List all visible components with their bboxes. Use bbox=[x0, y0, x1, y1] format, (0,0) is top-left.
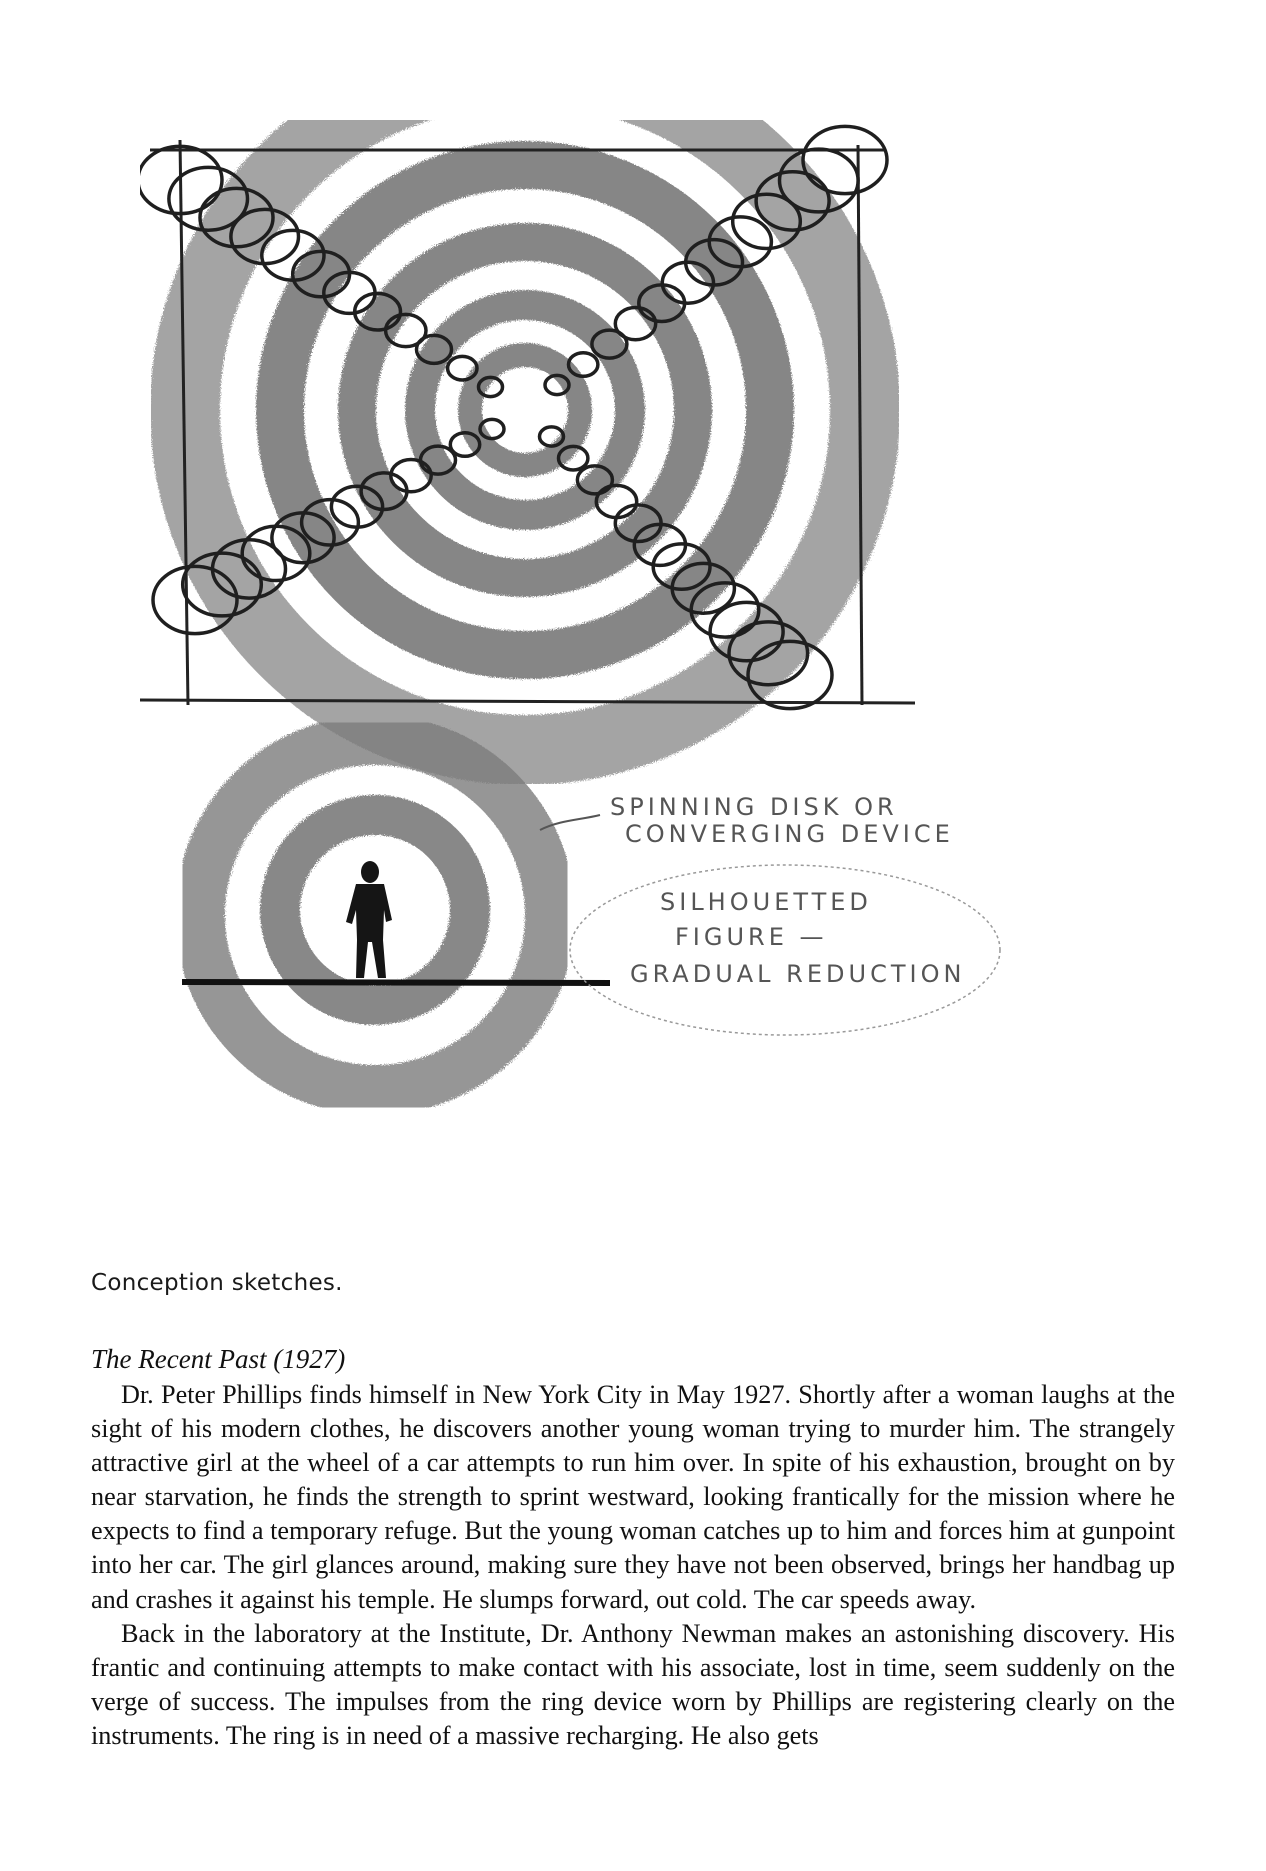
paragraph-1: Dr. Peter Phillips finds himself in New York City in May 1927. Shortly after a woman laughs at the sight of his modern clothes, he discovers another young woman trying to murder him. The strangely attractive girl at the wheel of a car attempts to run him over. In spite of his exhaustion, brought on by near starvation, he finds the strength to sprint westward, looking frantically for the mission where he expects to find a temporary refuge. But the young woman catches up to him and forces him at gunpoint into her car. The girl glances around, making sure they have not been observed, brings her handbag up and crashes it against his temple. He slumps forward, out cold. The car speeds away. bbox=[91, 1380, 1175, 1614]
note-silhouette-line1: SILHOUETTED bbox=[660, 888, 872, 916]
silhouetted-figure bbox=[346, 861, 392, 978]
figure-caption: Conception sketches. bbox=[91, 1270, 343, 1296]
body-text bbox=[91, 1378, 1175, 1753]
paragraph-2: Back in the laboratory at the Institute, Dr. Anthony Newman makes an astonishing discovery. His frantic and continuing attempts to make contact with his associate, lost in time, seem suddenly on the verge of success. The impulses from the ring device worn by Phillips are registering clearly on the instruments. The ring is in need of a massive recharging. He also gets bbox=[91, 1618, 1175, 1750]
note-silhouette-line2: FIGURE — bbox=[675, 923, 828, 951]
conception-sketch-illustration bbox=[140, 120, 1100, 1230]
coil-loop bbox=[448, 356, 477, 380]
note-silhouette-line3: GRADUAL REDUCTION bbox=[630, 960, 966, 988]
note-spinning-line2: CONVERGING DEVICE bbox=[625, 820, 954, 848]
section-title: The Recent Past (1927) bbox=[91, 1344, 346, 1374]
note-spinning-line1: SPINNING DISK OR bbox=[610, 793, 898, 821]
coil-loop bbox=[803, 126, 887, 193]
ground-line bbox=[182, 982, 610, 983]
